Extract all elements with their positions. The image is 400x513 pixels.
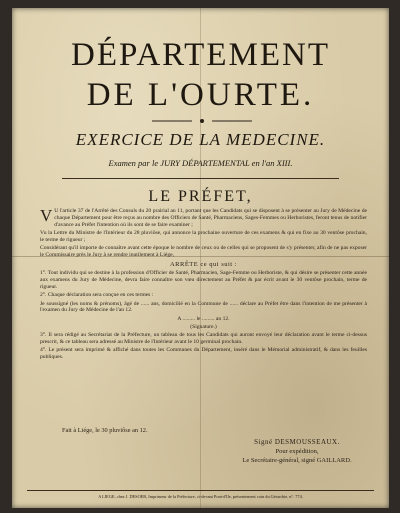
signature-block: [222, 438, 372, 465]
declaration-signature: (Signature.): [190, 323, 217, 330]
declaration-formula: Je soussigné (les noms & prénoms), âgé de ...... ans, domicilié en la Commune de ...... déclare au Préfet être dans l'intention de me présenter à l'examen du Jury de Médecine de l'an 12.: [40, 300, 367, 314]
declaration-date: A ......... le ......... an 12.: [177, 315, 230, 322]
secretary-signature: Le Secrétaire-général, signé GAILLARD.: [242, 457, 352, 464]
article-4: 4°. Le présent sera imprimé & affiché dans toutes les Communes du Département, inséré dans le Mémorial administratif, & dans les feuilles publiques.: [40, 347, 367, 361]
fait-date: Fait à Liége, le 30 pluviôse an 12.: [62, 427, 148, 434]
ornament-divider-icon: [152, 118, 252, 124]
exam-line: Examen par le JURY DÉPARTEMENTAL en l'an XIII.: [108, 158, 293, 168]
dropcap-v: V: [40, 206, 53, 225]
arrete-heading: ARRÊTE ce qui suit :: [169, 260, 238, 268]
rule-bottom: [27, 490, 374, 491]
title-departement: DÉPARTEMENT: [71, 37, 330, 73]
paragraph-considerant: Considérant qu'il importe de connaître avant cette époque le nombre de ceux ou de celles qui se proposent de s'y présenter, afin de ne pas exposer le Commissaire près le Jury à se rendre inutilement à Liége,: [40, 244, 367, 258]
article-2: 2°. Chaque déclaration sera conçue en ces termes :: [40, 292, 154, 299]
signed-desmousseaux: Signé DESMOUSSEAUX.: [254, 438, 340, 446]
poster-body: [40, 208, 367, 362]
article-3: 3°. Il sera rédigé au Secrétariat de la Préfecture, un tableau de tous les Candidats qui auront envoyé leur déclaration avant le terme ci-dessus prescrit, & ce tableau sera adressé au Ministre de l'Intérieur avant le 10 germinal prochain.: [40, 332, 367, 346]
article-1: 1°. Tout individu qui se destine à la profession d'Officier de Santé, Pharmacien, Sage-Femme ou Herboriste, & qui désire se présenter cette année aux examens du Jury de Médecine, devra faire connaître son vœu directement au Préfet & par écrit avant le 30 ventôse prochain, terme de rigueur.: [40, 270, 367, 290]
poster-sheet: [12, 8, 389, 508]
subtitle-medecine: EXERCICE DE LA MEDECINE.: [75, 130, 326, 149]
heading-prefet: LE PRÉFET,: [148, 188, 253, 205]
rule-top: [62, 178, 339, 179]
title-ourte: DE L'OURTE.: [86, 77, 315, 113]
paragraph-lettre: Vu la Lettre du Ministre de l'Intérieur du 28 pluviôse, qui annonce la prochaine ouverture de ces examens & qui en fixe au 30 ventôse prochain, le terme de rigueur ;: [40, 229, 367, 243]
printer-footer: A LIEGE, chez J. DESOER, Imprimeur de la Préfecture, ci-devant Pont-d'Ile, présentement coin du Gérardrie, n°. 774.: [98, 494, 303, 499]
pour-expedition: Pour expédition,: [275, 448, 319, 455]
paragraph-vu: V U l'article 37 de l'Arrêté des Consuls du 20 prairial an 11, portant que les Candidats qui se disposent à se présenter au Jury de Médecine de chaque Département pour être reçus au nombre des Officiers de Santé, Pharmaciens, Sages-Femmes ou Herboristes, feront tenus de notifier d'avance au Préfet l'intention où ils sont de se faire examiner ;: [40, 206, 367, 228]
